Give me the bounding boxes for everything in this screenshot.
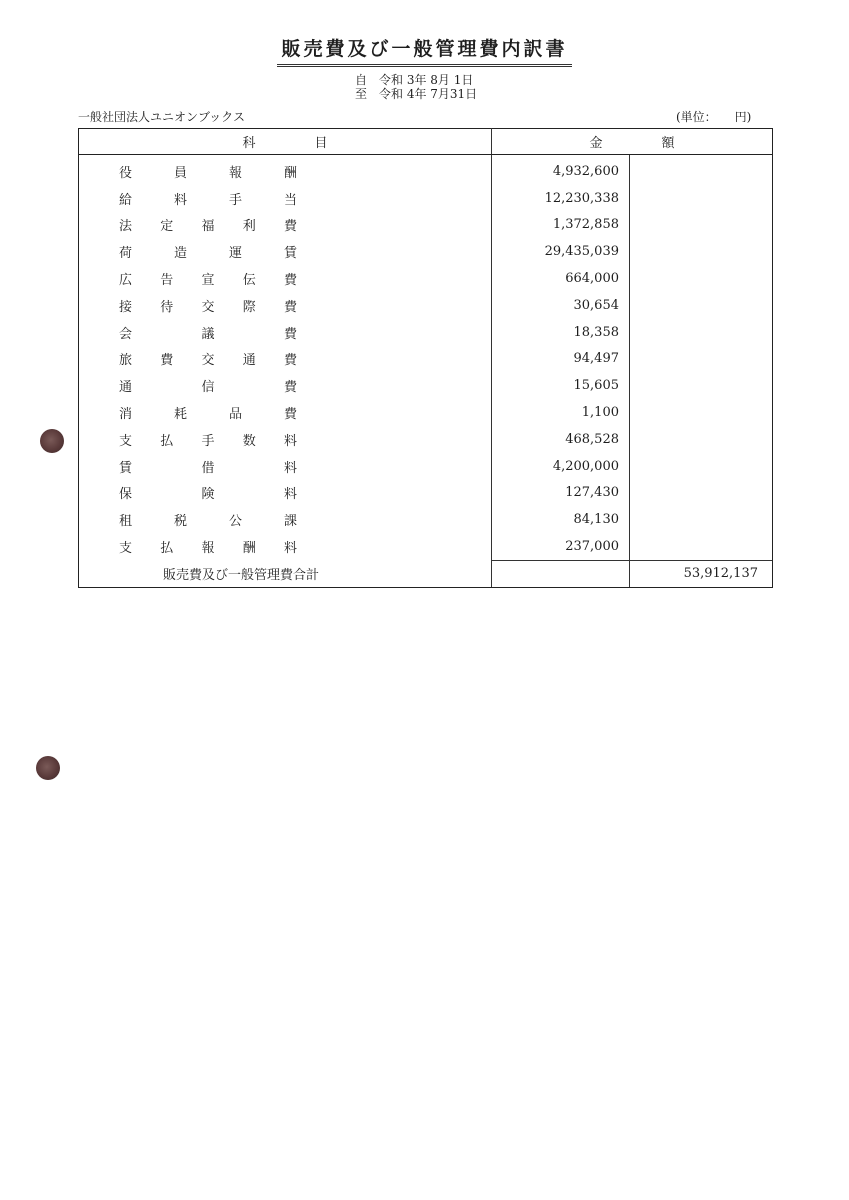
document-title: 販売費及び一般管理費内訳書 — [277, 34, 571, 67]
header-item-char: 科 — [242, 136, 256, 151]
table-row — [79, 212, 773, 239]
account-name-chars — [119, 242, 297, 261]
account-name-char: 通 — [119, 380, 133, 396]
account-name-char: 数 — [242, 433, 256, 449]
amount-cell: 1,372,858 — [492, 212, 630, 239]
account-name — [79, 346, 492, 373]
header-amount-char: 金 — [589, 136, 603, 151]
period-from — [355, 73, 477, 87]
account-name-char: 料 — [283, 541, 297, 557]
table-row — [79, 292, 773, 319]
total-row — [79, 560, 773, 587]
account-name-char: 酬 — [242, 541, 256, 557]
period-from-label: 自 — [355, 73, 368, 87]
account-name — [79, 426, 492, 453]
amount-cell: 94,497 — [492, 346, 630, 373]
account-name-char: 当 — [283, 192, 297, 208]
account-name-chars — [119, 430, 297, 449]
table-row — [79, 155, 773, 185]
account-name-chars — [119, 296, 297, 315]
header-amount-char: 額 — [661, 136, 675, 151]
total-label: 販売費及び一般管理費合計 — [79, 560, 492, 587]
total-column-cell — [630, 292, 773, 319]
account-name-char: 費 — [160, 353, 174, 369]
header-item — [79, 129, 492, 155]
account-name-char: 費 — [283, 326, 297, 342]
account-name — [79, 292, 492, 319]
table-body — [79, 155, 773, 588]
account-name-char: 賃 — [283, 246, 297, 262]
account-name-char: 交 — [201, 299, 215, 315]
amount-cell: 237,000 — [492, 533, 630, 560]
account-name-char: 税 — [173, 514, 187, 530]
total-column-cell — [630, 533, 773, 560]
account-name-char: 払 — [160, 433, 174, 449]
account-name — [79, 506, 492, 533]
account-name — [79, 155, 492, 185]
account-name-char: 料 — [173, 192, 187, 208]
amount-cell: 4,932,600 — [492, 155, 630, 185]
account-name-char: 租 — [119, 514, 133, 530]
total-column-cell — [630, 155, 773, 185]
table-row — [79, 480, 773, 507]
account-name-chars — [119, 403, 297, 422]
account-name-char: 費 — [283, 273, 297, 289]
total-column-cell — [630, 212, 773, 239]
account-name-chars — [119, 269, 297, 288]
total-column-cell — [630, 185, 773, 212]
account-name-char: 定 — [160, 219, 174, 235]
account-name-char: 消 — [119, 407, 133, 423]
account-name-chars — [119, 215, 297, 234]
punch-hole — [40, 429, 64, 453]
account-name-char: 支 — [119, 541, 133, 557]
account-name-char: 公 — [228, 514, 242, 530]
amount-cell: 12,230,338 — [492, 185, 630, 212]
table-row — [79, 426, 773, 453]
total-amount: 53,912,137 — [630, 560, 773, 587]
total-column-cell — [630, 265, 773, 292]
total-column-cell — [630, 238, 773, 265]
amount-cell: 664,000 — [492, 265, 630, 292]
account-name — [79, 185, 492, 212]
amount-cell: 18,358 — [492, 319, 630, 346]
account-name-char: 荷 — [119, 246, 133, 262]
period-to — [355, 87, 477, 101]
account-name-char: 品 — [228, 407, 242, 423]
account-name-char: 利 — [242, 219, 256, 235]
header-amount — [492, 129, 773, 155]
table-row — [79, 346, 773, 373]
account-name — [79, 212, 492, 239]
title-block — [0, 34, 849, 67]
account-name-char: 告 — [160, 273, 174, 289]
expense-breakdown-table — [78, 128, 773, 588]
account-name-char: 役 — [119, 165, 133, 181]
total-column-cell — [630, 426, 773, 453]
account-name-char: 支 — [119, 433, 133, 449]
account-name-char: 費 — [283, 219, 297, 235]
account-name-char: 法 — [119, 219, 133, 235]
table-row — [79, 238, 773, 265]
account-name-char: 手 — [201, 433, 215, 449]
account-name-char: 信 — [201, 380, 215, 396]
account-name — [79, 453, 492, 480]
company-name: 一般社団法人ユニオンブックス — [78, 110, 246, 124]
table-row — [79, 319, 773, 346]
account-name-chars — [119, 457, 297, 476]
header-item-char: 目 — [314, 136, 328, 151]
account-name-char: 料 — [283, 433, 297, 449]
account-name-char: 伝 — [242, 273, 256, 289]
account-name-char: 交 — [201, 353, 215, 369]
account-name — [79, 319, 492, 346]
table-row — [79, 372, 773, 399]
table-row — [79, 533, 773, 560]
period-from-date: 令和 3年 8月 1日 — [379, 73, 474, 87]
account-name-chars — [119, 162, 297, 181]
total-column-cell — [630, 506, 773, 533]
period-to-date: 令和 4年 7月31日 — [379, 87, 478, 101]
account-name-char: 料 — [283, 487, 297, 503]
account-name-char: 酬 — [283, 165, 297, 181]
period-to-label: 至 — [355, 87, 368, 101]
table-row — [79, 399, 773, 426]
account-name-char: 料 — [283, 460, 297, 476]
account-name-char: 払 — [160, 541, 174, 557]
account-name-char: 報 — [201, 541, 215, 557]
account-name-chars — [119, 323, 297, 342]
account-name-char: 接 — [119, 299, 133, 315]
amount-cell: 468,528 — [492, 426, 630, 453]
account-name-chars — [119, 510, 297, 529]
account-name — [79, 480, 492, 507]
total-blank-cell — [492, 560, 630, 587]
punch-hole — [36, 756, 60, 780]
amount-cell: 84,130 — [492, 506, 630, 533]
amount-cell: 127,430 — [492, 480, 630, 507]
account-name-char: 手 — [228, 192, 242, 208]
account-name-char: 借 — [201, 460, 215, 476]
amount-cell: 15,605 — [492, 372, 630, 399]
account-name-char: 宣 — [201, 273, 215, 289]
total-column-cell — [630, 399, 773, 426]
account-name-char: 員 — [173, 165, 187, 181]
total-column-cell — [630, 372, 773, 399]
fiscal-period — [355, 73, 477, 101]
table-row — [79, 506, 773, 533]
amount-cell: 29,435,039 — [492, 238, 630, 265]
table-row — [79, 265, 773, 292]
table-row — [79, 453, 773, 480]
account-name-char: 費 — [283, 353, 297, 369]
account-name-char: 造 — [173, 246, 187, 262]
account-name — [79, 533, 492, 560]
account-name-char: 保 — [119, 487, 133, 503]
account-name-chars — [119, 189, 297, 208]
account-name-char: 待 — [160, 299, 174, 315]
total-column-cell — [630, 319, 773, 346]
account-name-char: 福 — [201, 219, 215, 235]
amount-cell: 30,654 — [492, 292, 630, 319]
account-name-chars — [119, 376, 297, 395]
account-name — [79, 238, 492, 265]
account-name-char: 給 — [119, 192, 133, 208]
account-name — [79, 399, 492, 426]
account-name-char: 費 — [283, 299, 297, 315]
account-name-char: 議 — [201, 326, 215, 342]
account-name-char: 報 — [228, 165, 242, 181]
total-column-cell — [630, 453, 773, 480]
account-name — [79, 265, 492, 292]
account-name-char: 通 — [242, 353, 256, 369]
account-name-char: 運 — [228, 246, 242, 262]
total-column-cell — [630, 480, 773, 507]
account-name-char: 際 — [242, 299, 256, 315]
account-name-char: 費 — [283, 380, 297, 396]
account-name — [79, 372, 492, 399]
account-name-char: 旅 — [119, 353, 133, 369]
total-column-cell — [630, 346, 773, 373]
account-name-chars — [119, 483, 297, 502]
account-name-chars — [119, 537, 297, 556]
table-header — [79, 129, 773, 155]
unit-label: (単位： 円) — [676, 110, 752, 124]
account-name-chars — [119, 349, 297, 368]
account-name-char: 耗 — [173, 407, 187, 423]
account-name-char: 課 — [283, 514, 297, 530]
account-name-char: 会 — [119, 326, 133, 342]
account-name-char: 費 — [283, 407, 297, 423]
amount-cell: 4,200,000 — [492, 453, 630, 480]
amount-cell: 1,100 — [492, 399, 630, 426]
account-name-char: 広 — [119, 273, 133, 289]
account-name-char: 険 — [201, 487, 215, 503]
table-row — [79, 185, 773, 212]
account-name-char: 賃 — [119, 460, 133, 476]
